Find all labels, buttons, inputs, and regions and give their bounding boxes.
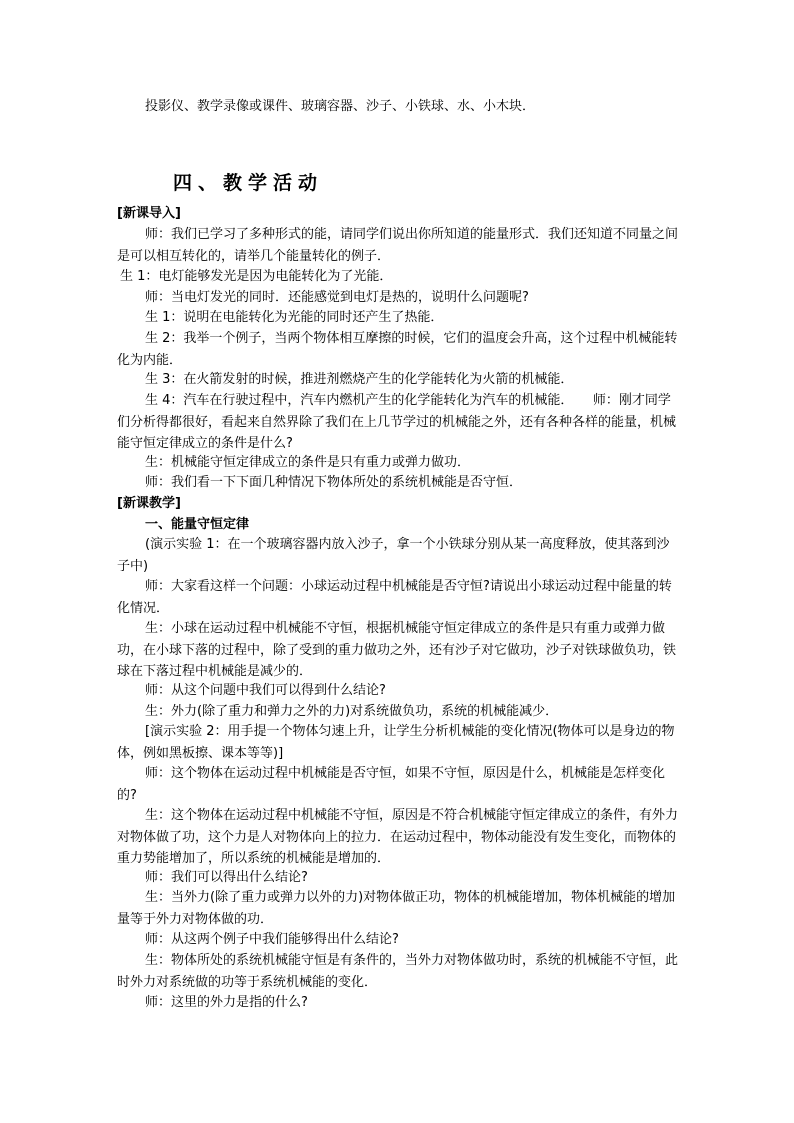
teaching-paragraph-11: 师：从这两个例子中我们能够得出什么结论? (145, 932, 399, 947)
teaching-paragraph-4: 师：从这个问题中我们可以得到什么结论? (145, 683, 386, 698)
teaching-paragraph-6: [演示实验 2：用手提一个物体匀速上升，让学生分析机械能的变化情况(物体可以是身边的物体，例如黑板擦、课本等等)] (117, 724, 675, 761)
materials-line: 投影仪、教学录像或课件、玻璃容器、沙子、小铁球、水、小木块． (145, 99, 536, 114)
teaching-paragraph-13: 师：这里的外力是指的什么? (145, 995, 308, 1010)
teaching-paragraph-1: (演示实验 1：在一个玻璃容器内放入沙子，拿一个小铁球分别从某一高度释放，使其落到沙子中) (117, 537, 670, 574)
teaching-label: [新课教学] (117, 496, 181, 511)
intro-label: [新课导入] (117, 206, 181, 221)
intro-paragraph-7: 生 4：汽车在行驶过程中，汽车内燃机产生的化学能转化为汽车的机械能． 师：刚才同学们分析得都很好，看起来自然界除了我们在上几节学过的机械能之外，还有各种各样的能量，机械能守恒定律成立的条件是什么? (117, 393, 677, 451)
intro-paragraph-8: 生：机械能守恒定律成立的条件是只有重力或弹力做功． (145, 455, 471, 470)
teaching-paragraph-12: 生：物体所处的系统机械能守恒是有条件的，当外力对物体做功时，系统的机械能不守恒，此时外力对系统做的功等于系统机械能的变化． (117, 953, 679, 990)
teaching-paragraph-9: 师：我们可以得出什么结论? (145, 870, 308, 885)
teaching-paragraph-7: 师：这个物体在运动过程中机械能是否守恒，如果不守恒，原因是什么，机械能是怎样变化的? (117, 766, 666, 803)
intro-paragraph-5: 生 2：我举一个例子，当两个物体相互摩擦的时候，它们的温度会升高，这个过程中机械能转化为内能． (117, 331, 678, 368)
intro-paragraph-2: 生 1：电灯能够发光是因为电能转化为了光能． (120, 269, 393, 284)
teaching-paragraph-5: 生：外力(除了重力和弹力之外的力)对系统做负功，系统的机械能减少． (145, 704, 559, 719)
teaching-paragraph-2: 师：大家看这样一个问题：小球运动过程中机械能是否守恒?请说出小球运动过程中能量的转化情况． (117, 579, 672, 616)
teaching-subheading: 一、能量守恒定律 (145, 517, 250, 532)
section-heading: 四、教学活动 (173, 172, 324, 194)
intro-paragraph-4: 生 1：说明在电能转化为光能的同时还产生了热能． (145, 310, 444, 325)
teaching-paragraph-10: 生：当外力(除了重力或弹力以外的力)对物体做正功，物体的机械能增加，物体机械能的增加量等于外力对物体做的功． (117, 890, 676, 927)
intro-paragraph-6: 生 3：在火箭发射的时候，推进剂燃烧产生的化学能转化为火箭的机械能． (145, 372, 574, 387)
intro-paragraph-9: 师：我们看一下下面几种情况下物体所处的系统机械能是否守恒． (145, 475, 523, 490)
intro-paragraph-1: 师：我们已学习了多种形式的能，请同学们说出你所知道的能量形式．我们还知道不同量之间是可以相互转化的，请举几个能量转化的例子． (117, 227, 679, 264)
teaching-paragraph-3: 生：小球在运动过程中机械能不守恒，根据机械能守恒定律成立的条件是只有重力或弹力做功，在小球下落的过程中，除了受到的重力做功之外，还有沙子对它做功，沙子对铁球做负功，铁球在下落过程中机械能是减少的． (117, 621, 677, 679)
intro-paragraph-3: 师：当电灯发光的同时．还能感觉到电灯是热的，说明什么问题呢? (145, 290, 529, 305)
teaching-paragraph-8: 生：这个物体在运动过程中机械能不守恒，原因是不符合机械能守恒定律成立的条件，有外力对物体做了功，这个力是人对物体向上的拉力．在运动过程中，物体动能没有发生变化，而物体的重力势能增加了，所以系统的机械能是增加的． (117, 808, 679, 866)
